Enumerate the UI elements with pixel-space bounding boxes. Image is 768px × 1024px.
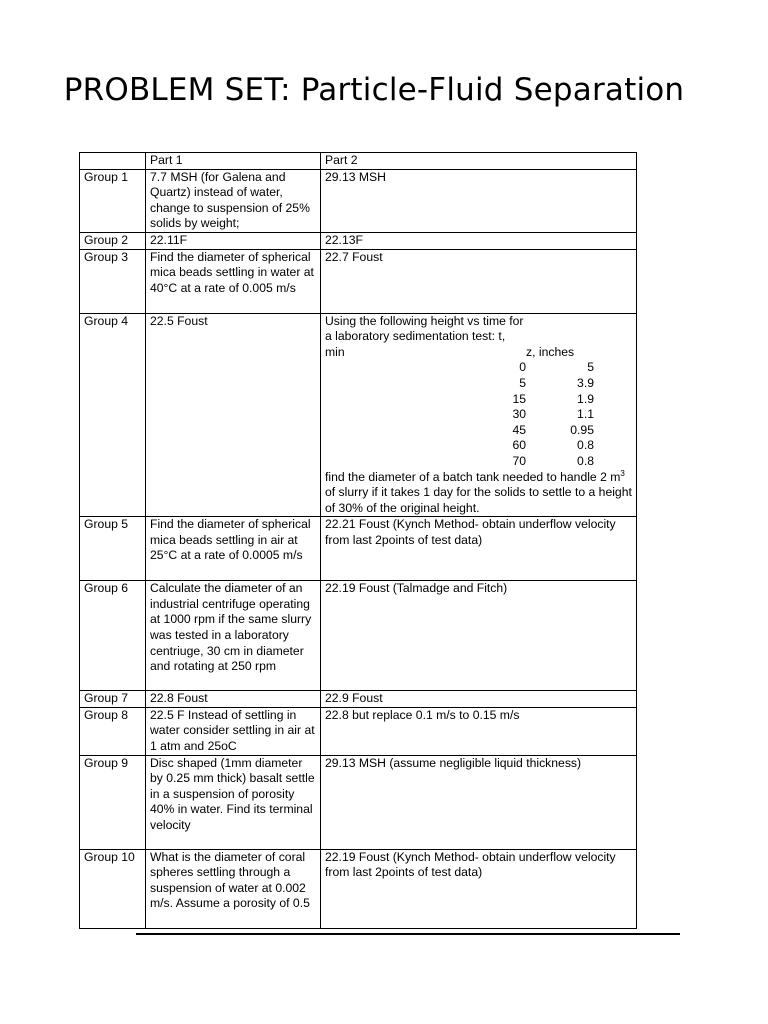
group-cell: Group 8	[80, 707, 146, 755]
z-value: 0.95	[570, 422, 594, 437]
z-column-label: z, inches	[526, 344, 575, 359]
part1-cell: 22.11F	[146, 232, 321, 249]
group-cell: Group 9	[80, 755, 146, 849]
question-text: find the diameter of a batch tank needed to handle 2 m	[325, 469, 621, 484]
table-row	[80, 517, 637, 581]
group-cell: Group 3	[80, 249, 146, 313]
part1-cell: 7.7 MSH (for Galena and Quartz) instead of water, change to suspension of 25% solids by weight;	[146, 169, 321, 232]
question-text: of slurry if it takes 1 day for the solids to settle to a height of 30% of the original height.	[325, 485, 632, 515]
table-row	[80, 169, 637, 232]
group-cell: Group 1	[80, 169, 146, 232]
t-value: 60	[512, 438, 526, 453]
part1-cell: Find the diameter of spherical mica beads settling in air at 25°C at a rate of 0.0005 m/s	[146, 517, 321, 581]
sedimentation-question	[325, 470, 632, 517]
group-cell: Group 4	[80, 313, 146, 517]
table-row	[80, 707, 637, 755]
problem-set-table	[79, 152, 637, 929]
z-value: 3.9	[577, 375, 594, 390]
group-cell: Group 7	[80, 691, 146, 708]
group-cell: Group 10	[80, 849, 146, 928]
part2-cell: 29.13 MSH (assume negligible liquid thickness)	[321, 755, 637, 849]
part1-cell: 22.8 Foust	[146, 691, 321, 708]
header-cell: Part 1	[146, 153, 321, 170]
t-value: 45	[512, 422, 526, 437]
part2-cell: 22.19 Foust (Talmadge and Fitch)	[321, 581, 637, 691]
t-value: 0	[519, 360, 526, 375]
header-cell	[80, 153, 146, 170]
z-value: 1.9	[577, 391, 594, 406]
group-cell: Group 6	[80, 581, 146, 691]
table-row	[80, 313, 637, 517]
part2-cell: 29.13 MSH	[321, 169, 637, 232]
footer-rule	[136, 933, 680, 935]
table-row	[80, 232, 637, 249]
page-title: PROBLEM SET: Particle-Fluid Separation	[63, 72, 685, 108]
table-row	[80, 849, 637, 928]
group-cell: Group 5	[80, 517, 146, 581]
part2-cell: 22.7 Foust	[321, 249, 637, 313]
sedimentation-intro: Using the following height vs time for a laboratory sedimentation test: t, min	[325, 313, 524, 359]
z-value: 5	[587, 360, 594, 375]
t-value: 5	[519, 375, 526, 390]
t-value: 15	[512, 391, 526, 406]
table-row	[80, 581, 637, 691]
sedimentation-data	[325, 314, 632, 470]
part2-cell	[321, 313, 637, 517]
table-row	[80, 755, 637, 849]
header-cell: Part 2	[321, 153, 637, 170]
group-cell: Group 2	[80, 232, 146, 249]
part2-cell: 22.21 Foust (Kynch Method- obtain underflow velocity from last 2points of test data)	[321, 517, 637, 581]
z-value: 0.8	[577, 438, 594, 453]
part1-cell: What is the diameter of coral spheres settling through a suspension of water at 0.002 m/s. Assume a porosity of 0.5	[146, 849, 321, 928]
part1-cell: Disc shaped (1mm diameter by 0.25 mm thick) basalt settle in a suspension of porosity 40% in water. Find its terminal velocity	[146, 755, 321, 849]
part2-cell: 22.9 Foust	[321, 691, 637, 708]
table-header-row	[80, 153, 637, 170]
z-value: 1.1	[577, 407, 594, 422]
part1-cell: 22.5 F Instead of settling in water consider settling in air at 1 atm and 25oC	[146, 707, 321, 755]
superscript: 3	[620, 468, 625, 478]
part2-cell: 22.13F	[321, 232, 637, 249]
part1-cell: Find the diameter of spherical mica beads settling in water at 40°C at a rate of 0.005 m/s	[146, 249, 321, 313]
z-value: 0.8	[577, 453, 594, 468]
t-value: 30	[512, 407, 526, 422]
t-value: 70	[512, 453, 526, 468]
table-row	[80, 691, 637, 708]
part1-cell: 22.5 Foust	[146, 313, 321, 517]
part2-cell: 22.8 but replace 0.1 m/s to 0.15 m/s	[321, 707, 637, 755]
part2-cell: 22.19 Foust (Kynch Method- obtain underflow velocity from last 2points of test data)	[321, 849, 637, 928]
part1-cell: Calculate the diameter of an industrial centrifuge operating at 1000 rpm if the same slurry was tested in a laboratory centriuge, 30 cm in diameter and rotating at 250 rpm	[146, 581, 321, 691]
table-row	[80, 249, 637, 313]
